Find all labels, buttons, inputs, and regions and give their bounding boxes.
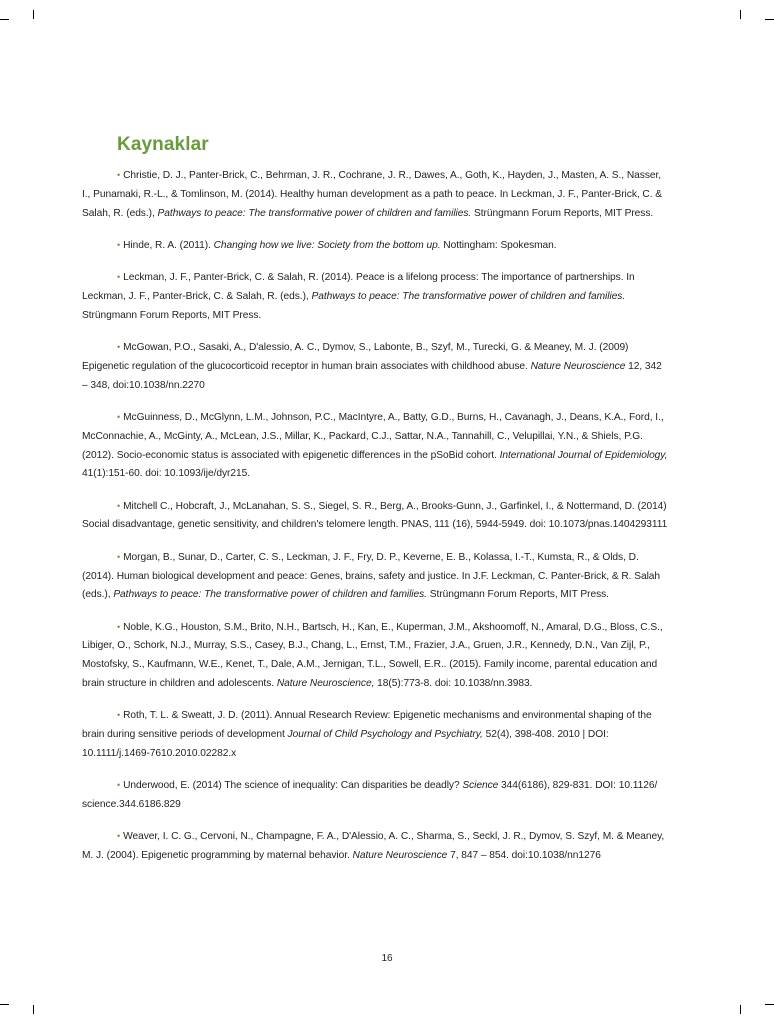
- reference-item: [82, 166, 668, 223]
- reference-text: Christie, D. J., Panter-Brick, C., Behrman, J. R., Cochrane, J. R., Dawes, A., Goth, K., Hayden, J., Masten, A. S., Nasser, I., Punamaki, R.-L., & Tomlinson, M. (2014). Healthy human development as a path to peace. In Leckman, J. F., Panter-Brick, C. & Salah, R. (eds.),: [82, 170, 663, 219]
- bullet-icon: •: [117, 342, 121, 353]
- reference-text: McGowan, P.O., Sasaki, A., D'alessio, A. C., Dymov, S., Labonte, B., Szyf, M., Turecki, G. & Meaney, M. J. (2009) Epigenetic regulation of the glucocorticoid receptor in human brain associates with childhood abuse.: [82, 342, 629, 372]
- bullet-icon: •: [117, 272, 121, 283]
- crop-mark-bottom-left-v: [33, 1005, 34, 1014]
- reference-title-italic: Changing how we live: Society from the bottom up.: [213, 239, 441, 251]
- reference-title-italic: Pathways to peace: The transformative power of children and families.: [113, 589, 427, 601]
- reference-text: Strüngmann Forum Reports, MIT Press.: [426, 589, 609, 601]
- section-heading: Kaynaklar: [117, 134, 209, 155]
- reference-text: 52(4), 398-408. 2010 | DOI: 10.1111/j.1469-7610.2010.02282.x: [82, 729, 609, 759]
- reference-text: Underwood, E. (2014) The science of inequality: Can disparities be deadly?: [123, 780, 463, 792]
- crop-mark-bottom-left-h: [0, 1004, 9, 1005]
- reference-title-italic: Nature Neuroscience,: [276, 678, 375, 690]
- reference-list: [82, 166, 668, 866]
- reference-text: Noble, K.G., Houston, S.M., Brito, N.H., Bartsch, H., Kan, E., Kuperman, J.M., Akshoomoff, N., Amaral, D.G., Bloss, C.S., Libiger, O., Schork, N.J., Murray, S.S., Casey, B.J., Chang, L., Ernst, T.M., Frazier, J.A., Gruen, J.R., Kennedy, D.N., Van Zijl, P., Mostofsky, S., Kaufmann, W.E., Kenet, T., Dale, A.M., Jernigan, T.L., Sowell, E.R.. (2015). Family income, parental education and brain structure in children and adolescents.: [82, 621, 663, 690]
- reference-text: Hinde, R. A. (2011).: [123, 239, 214, 251]
- bullet-icon: •: [117, 239, 121, 250]
- reference-title-italic: Journal of Child Psychology and Psychiatry,: [287, 729, 483, 741]
- bullet-icon: •: [117, 780, 121, 791]
- bullet-icon: •: [117, 500, 121, 511]
- reference-title-italic: Science: [462, 780, 499, 792]
- reference-item: [82, 497, 668, 536]
- page-number: 16: [381, 953, 393, 964]
- reference-item: [82, 236, 668, 256]
- reference-text: Nottingham: Spokesman.: [440, 239, 557, 251]
- reference-text: McGuinness, D., McGlynn, L.M., Johnson, P.C., MacIntyre, A., Batty, G.D., Burns, H., Cavanagh, J., Deans, K.A., Ford, I., McConnachie, A., McGinty, A., McLean, J.S., Millar, K., Packard, C.J., Sattar, N.A., Tannahill, C., Velupillai, Y.N., & Shiels, P.G. (2012). Socio-economic status is associated with epigenetic differences in the pSoBid cohort.: [82, 411, 664, 461]
- reference-title-italic: Nature Neuroscience: [352, 850, 448, 862]
- reference-text: Strüngmann Forum Reports, MIT Press.: [82, 309, 262, 321]
- reference-title-italic: Nature Neuroscience: [530, 360, 626, 372]
- crop-mark-bottom-right-v: [740, 1005, 741, 1014]
- reference-text: 12, 342 – 348, doi:10.1038/nn.2270: [82, 360, 662, 391]
- reference-text: 18(5):773-8. doi: 10.1038/nn.3983.: [374, 678, 533, 690]
- bullet-icon: •: [117, 621, 121, 632]
- bullet-icon: •: [117, 551, 121, 562]
- crop-mark-top-right-h: [765, 19, 774, 20]
- bullet-icon: •: [117, 710, 121, 721]
- reference-text: Mitchell C., Hobcraft, J., McLanahan, S. S., Siegel, S. R., Berg, A., Brooks-Gunn, J., Garfinkel, I., & Nottermand, D. (2014) Social disadvantage, genetic sensitivity, and children's telomere length. PNAS, 111 (16), 5944-5949. doi: 10.1073/pnas.1404293111: [82, 500, 668, 531]
- crop-mark-top-left-v: [33, 10, 34, 19]
- crop-mark-bottom-right-h: [765, 1004, 774, 1005]
- reference-title-italic: Pathways to peace: The transformative power of children and families.: [311, 290, 626, 302]
- reference-text: Strüngmann Forum Reports, MIT Press.: [471, 207, 654, 219]
- reference-text: Morgan, B., Sunar, D., Carter, C. S., Leckman, J. F., Fry, D. P., Keverne, E. B., Kolassa, I.-T., Kumsta, R., & Olds, D. (2014). Human biological development and peace: Genes, brains, safety and justice. In J.F. Leckman, C. Panter-Brick, & R. Salah (eds.),: [82, 551, 661, 601]
- bullet-icon: •: [117, 831, 121, 842]
- reference-text: Weaver, I. C. G., Cervoni, N., Champagne, F. A., D'Alessio, A. C., Sharma, S., Seckl, J. R., Dymov, S. Szyf, M. & Meaney, M. J. (2004). Epigenetic programming by maternal behavior.: [82, 831, 665, 862]
- reference-item: [82, 408, 668, 484]
- reference-item: [82, 706, 668, 763]
- reference-text: Roth, T. L. & Sweatt, J. D. (2011). Annual Research Review: Epigenetic mechanisms and environmental shaping of the brain during sensitive periods of development: [82, 710, 652, 741]
- bullet-icon: •: [117, 411, 121, 422]
- reference-item: [82, 268, 668, 325]
- reference-item: [82, 827, 668, 866]
- reference-item: [82, 776, 668, 815]
- crop-mark-top-right-v: [740, 10, 741, 19]
- reference-item: [82, 618, 668, 694]
- references-section: [82, 134, 668, 878]
- bullet-icon: •: [117, 170, 121, 180]
- reference-item: [82, 338, 668, 395]
- reference-item: [82, 548, 668, 605]
- reference-text: 41(1):151-60. doi: 10.1093/ije/dyr215.: [82, 468, 251, 480]
- reference-text: 344(6186), 829-831. DOI: 10.1126/ science.344.6186.829: [82, 780, 658, 811]
- reference-title-italic: Pathways to peace: The transformative power of children and families.: [157, 207, 472, 219]
- reference-title-italic: International Journal of Epidemiology,: [499, 449, 668, 461]
- crop-mark-top-left-h: [0, 19, 9, 20]
- reference-text: Leckman, J. F., Panter-Brick, C. & Salah, R. (2014). Peace is a lifelong process: The importance of partnerships. In Leckman, J. F., Panter-Brick, C. & Salah, R. (eds.),: [82, 272, 635, 302]
- reference-text: 7, 847 – 854. doi:10.1038/nn1276: [447, 850, 601, 862]
